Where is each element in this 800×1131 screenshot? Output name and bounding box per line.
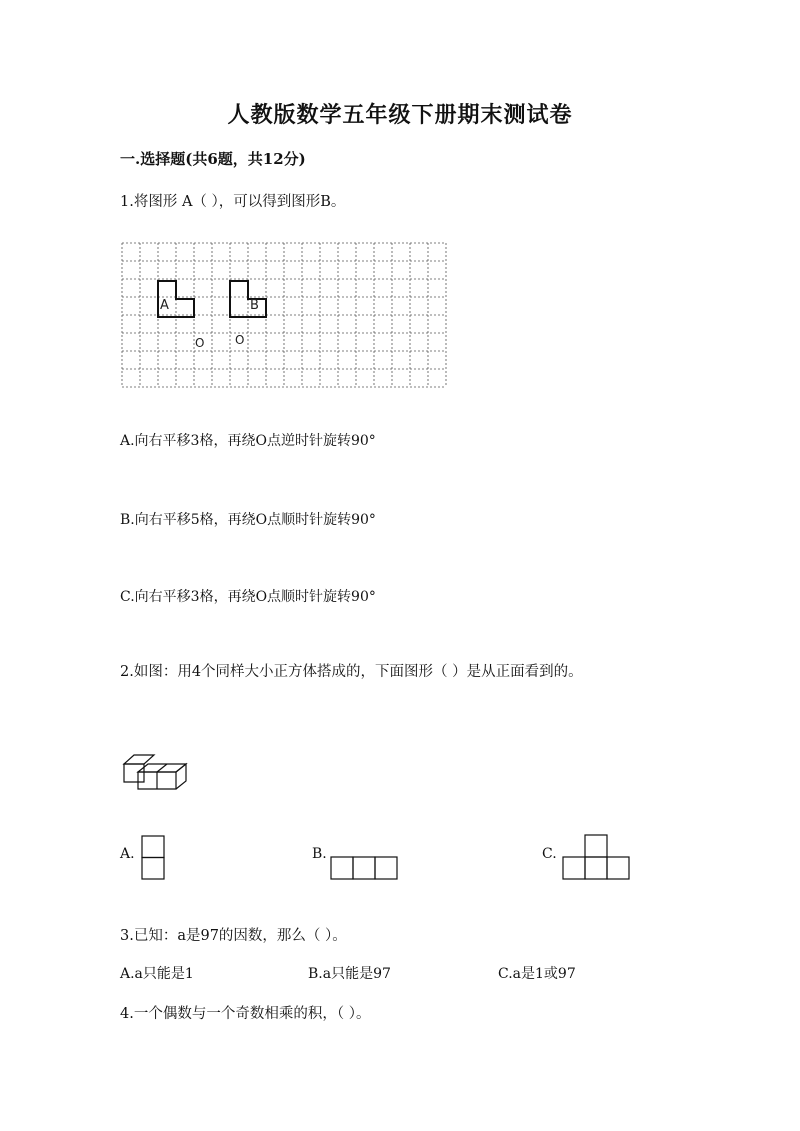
question-2-cubes-figure — [124, 754, 188, 790]
page-title: 人教版数学五年级下册期末测试卷 — [227, 102, 573, 128]
dashed-grid — [122, 243, 446, 387]
q2-option-c-label[interactable]: C. — [542, 846, 557, 862]
q2-option-b-label[interactable]: B. — [312, 846, 327, 862]
question-4-text: 4.一个偶数与一个奇数相乘的积，（ ）。 — [120, 1006, 371, 1022]
question-3-text: 3.已知：a是97的因数，那么（ ）。 — [120, 928, 347, 944]
q2-option-a-figure[interactable] — [141, 835, 165, 880]
question-1-grid-figure — [122, 243, 446, 389]
q3-option-a[interactable]: A.a只能是1 — [120, 966, 194, 982]
q1-option-a[interactable]: A.向右平移3格，再绕O点逆时针旋转90° — [120, 433, 376, 449]
q3-option-c[interactable]: C.a是1或97 — [498, 966, 576, 982]
section-heading: 一.选择题(共6题，共12分) — [120, 150, 306, 168]
q3-option-b[interactable]: B.a只能是97 — [308, 966, 391, 982]
q2-option-a-label[interactable]: A. — [120, 846, 135, 862]
label-o-left: O — [195, 336, 205, 350]
label-b: B — [250, 298, 259, 313]
q2-option-c-figure[interactable] — [562, 834, 630, 880]
q1-option-c[interactable]: C.向右平移3格，再绕O点顺时针旋转90° — [120, 589, 376, 605]
q2-option-b-figure[interactable] — [330, 856, 398, 880]
q1-option-b[interactable]: B.向右平移5格，再绕O点顺时针旋转90° — [120, 512, 376, 528]
label-a: A — [160, 298, 169, 313]
question-2-text: 2.如图：用4个同样大小正方体搭成的，下面图形（ ）是从正面看到的。 — [120, 664, 583, 680]
question-1-text: 1.将图形 A（ ），可以得到图形B。 — [120, 194, 346, 210]
label-o-right: O — [235, 333, 245, 347]
